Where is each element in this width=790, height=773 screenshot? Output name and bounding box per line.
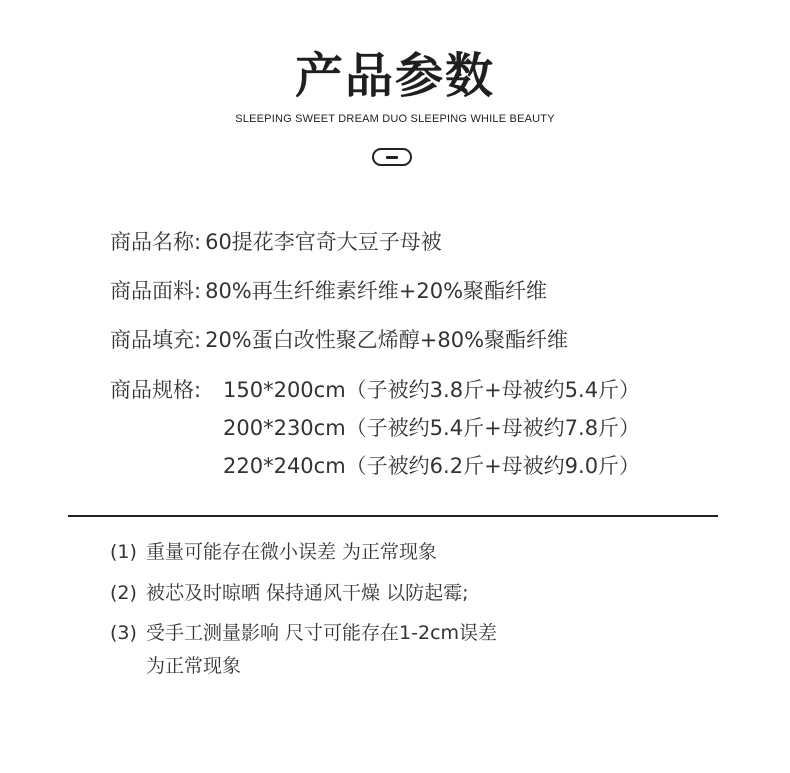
note-number: (3) xyxy=(110,622,137,644)
section-divider xyxy=(68,515,718,517)
spec-label-fabric: 商品面料: xyxy=(110,279,202,303)
note-item-2 xyxy=(110,579,468,607)
spec-value-filling: 20%蛋白改性聚乙烯醇+80%聚酯纤维 xyxy=(205,328,569,352)
note-text: 受手工测量影响 尺寸可能存在1-2cm误差 xyxy=(146,622,498,644)
page-title: 产品参数 xyxy=(294,48,495,104)
minus-pill-icon xyxy=(372,148,412,166)
note-number: (2) xyxy=(110,582,137,604)
spec-label-size: 商品规格: xyxy=(110,378,202,402)
size-option-1: 150*200cm（子被约3.8斤+母被约5.4斤） xyxy=(223,378,641,402)
spec-row-filling xyxy=(110,325,568,355)
size-option-3: 220*240cm（子被约6.2斤+母被约9.0斤） xyxy=(223,454,641,478)
spec-value-fabric: 80%再生纤维素纤维+20%聚酯纤维 xyxy=(205,279,548,303)
spec-label-filling: 商品填充: xyxy=(110,328,202,352)
note-item-3-continuation: 为正常现象 xyxy=(146,655,242,677)
pill-bar xyxy=(386,156,398,159)
spec-label-name: 商品名称: xyxy=(110,230,202,254)
note-number: (1) xyxy=(110,541,137,563)
page-subtitle: SLEEPING SWEET DREAM DUO SLEEPING WHILE BEAUTY xyxy=(235,113,555,125)
note-text: 重量可能存在微小误差 为正常现象 xyxy=(146,541,438,563)
note-item-3 xyxy=(110,619,497,647)
spec-row-size xyxy=(110,375,201,405)
spec-row-fabric xyxy=(110,276,547,306)
spec-value-name: 60提花李官奇大豆子母被 xyxy=(205,230,442,254)
note-text: 被芯及时晾晒 保持通风干燥 以防起霉; xyxy=(146,582,469,604)
spec-row-name xyxy=(110,227,442,257)
note-item-1 xyxy=(110,538,437,566)
size-option-2: 200*230cm（子被约5.4斤+母被约7.8斤） xyxy=(223,416,641,440)
